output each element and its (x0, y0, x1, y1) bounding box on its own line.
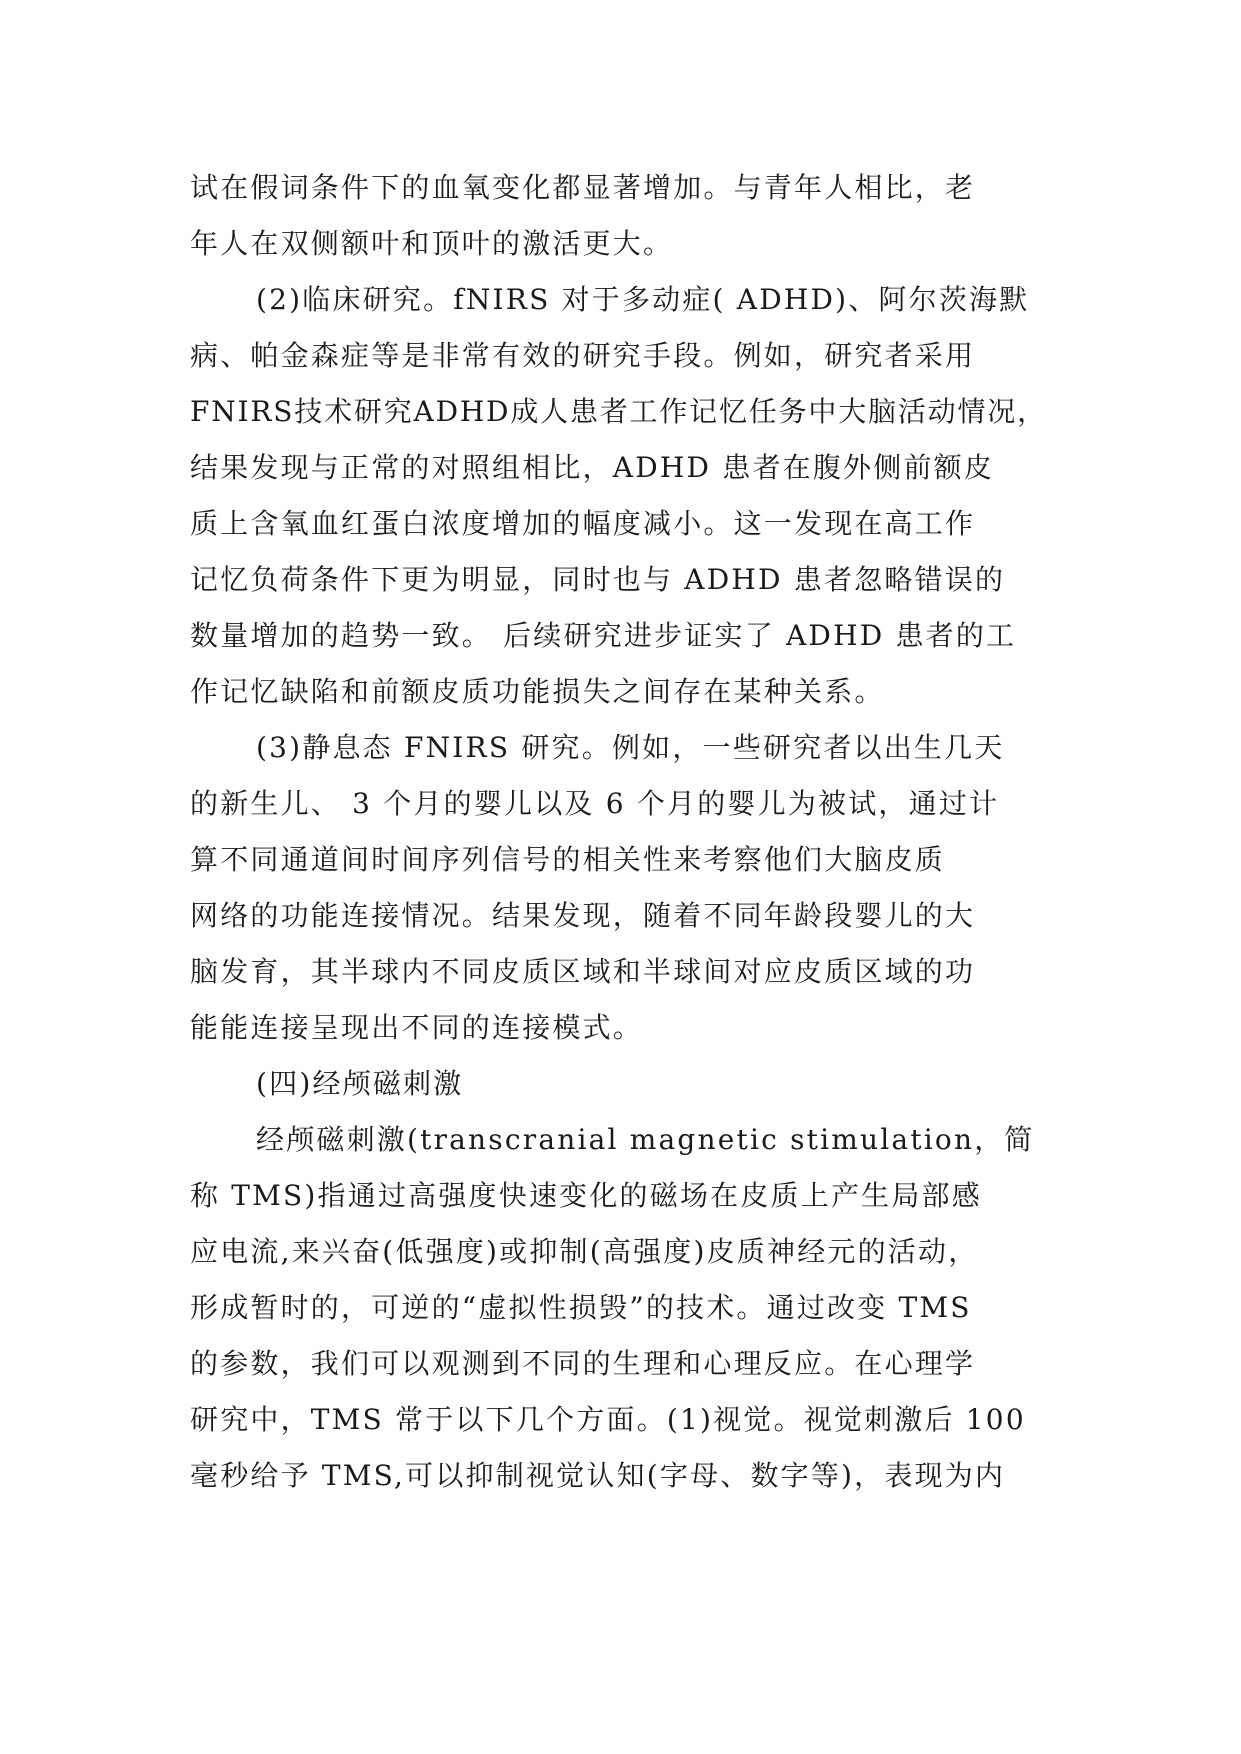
text-line: FNIRS技术研究ADHD成人患者工作记忆任务中大脑活动情况， (190, 395, 1047, 428)
text-line: 年人在双侧额叶和顶叶的激活更大。 (190, 227, 674, 260)
text-line: 数量增加的趋势一致。 后续研究进步证实了 ADHD 患者的工 (190, 619, 1017, 652)
text-line: 病、帕金森症等是非常有效的研究手段。例如，研究者采用 (190, 339, 976, 372)
text-line: (3)静息态 FNIRS 研究。例如，一些研究者以出生几天 (256, 731, 1005, 764)
text-line: 算不同通道间时间序列信号的相关性来考察他们大脑皮质 (190, 843, 946, 876)
section-heading: (四)经颅磁刺激 (256, 1067, 464, 1100)
text-line: 质上含氧血红蛋白浓度增加的幅度减小。这一发现在高工作 (190, 507, 976, 540)
text-line: 的参数，我们可以观测到不同的生理和心理反应。在心理学 (190, 1347, 976, 1380)
text-line: 应电流,来兴奋(低强度)或抑制(高强度)皮质神经元的活动， (190, 1235, 979, 1268)
text-line: 能能连接呈现出不同的连接模式。 (190, 1011, 644, 1044)
text-line: 脑发育，其半球内不同皮质区域和半球间对应皮质区域的功 (190, 955, 976, 988)
text-line: 网络的功能连接情况。结果发现，随着不同年龄段婴儿的大 (190, 899, 976, 932)
text-line: 形成暂时的，可逆的“虚拟性损毁”的技术。通过改变 TMS (190, 1291, 972, 1324)
text-line: 称 TMS)指通过高强度快速变化的磁场在皮质上产生局部感 (190, 1179, 982, 1212)
text-line: 作记忆缺陷和前额皮质功能损失之间存在某种关系。 (190, 675, 885, 708)
body-text (190, 160, 1050, 1504)
text-line: 的新生儿、 3 个月的婴儿以及 6 个月的婴儿为被试，通过计 (190, 787, 1000, 820)
text-line: 研究中，TMS 常于以下几个方面。(1)视觉。视觉刺激后 100 (190, 1403, 1026, 1436)
text-line: 毫秒给予 TMS,可以抑制视觉认知(字母、数字等)，表现为内 (190, 1459, 1006, 1492)
text-line: 试在假词条件下的血氧变化都显著增加。与青年人相比，老 (190, 171, 976, 204)
text-line: 经颅磁刺激(transcranial magnetic stimulation，简 (256, 1123, 1035, 1156)
text-line: (2)临床研究。fNIRS 对于多动症( ADHD)、阿尔茨海默 (256, 283, 1030, 316)
text-line: 记忆负荷条件下更为明显，同时也与 ADHD 患者忽略错误的 (190, 563, 1006, 596)
text-line: 结果发现与正常的对照组相比，ADHD 患者在腹外侧前额皮 (190, 451, 995, 484)
